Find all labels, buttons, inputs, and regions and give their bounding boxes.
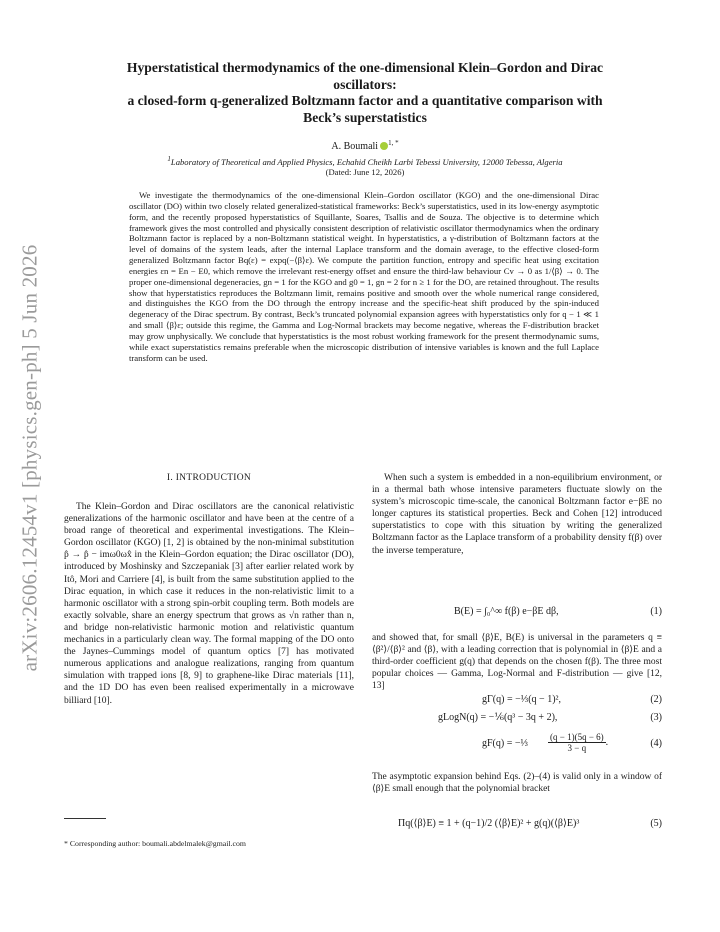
abstract (129, 190, 599, 364)
equation-1-body: B(E) = ∫₀^∞ f(β) e−βE dβ, (454, 606, 559, 617)
title-line-1: Hyperstatistical thermodynamics of the one-dimensional Klein–Gordon and Dirac (126, 60, 604, 75)
equation-3-number: (3) (650, 712, 662, 723)
equation-1-number: (1) (650, 606, 662, 617)
equation-4-denominator: 3 − q (567, 743, 587, 753)
equation-2-number: (2) (650, 694, 662, 705)
dated-line: (Dated: June 12, 2026) (325, 167, 405, 177)
affiliation-text: Laboratory of Theoretical and Applied Physics, Echahid Cheikh Larbi Tebessi University, 12000 Tebessa, Algeria (170, 157, 563, 167)
arxiv-stamp-text: arXiv:2606.12454v1 [physics.gen-ph] 5 Jun 2026 (17, 244, 42, 672)
equation-2 (372, 694, 662, 710)
equation-4 (372, 733, 662, 757)
footnote: * Corresponding author: boumali.abdelmalek@gmail.com (64, 839, 246, 848)
paper-title (75, 60, 655, 126)
footnote-rule (64, 818, 106, 819)
equation-4-number: (4) (650, 738, 662, 749)
intro-right-column (372, 472, 662, 557)
equation-3-body: gLogN(q) = −⅙(q³ − 3q + 2), (438, 712, 558, 723)
equation-1 (372, 604, 662, 622)
intro-left-column (64, 501, 354, 707)
intro-paragraph-4: The asymptotic expansion behind Eqs. (2)–(4) is valid only in a window of ⟨β⟩E small enough that the polynomial bracket (372, 772, 662, 795)
equation-4-lhs: gF(q) = −⅓ (482, 738, 529, 749)
author-line (75, 139, 655, 152)
intro-right-column-tail (372, 771, 662, 795)
intro-paragraph-1: The Klein–Gordon and Dirac oscillators are the canonical relativistic generalizations of the harmonic oscillator and have been at the centre of a broad range of theoretical and experimental investigations. The Klein–Gordon oscillator (KGO) [1, 2] is obtained by the non-minimal substitution p̂ → p̂ − imω0ωx̂ in the Klein–Gordon equation; the Dirac oscillator (DO), introduced by Moshinsky and Szczepaniak [3] after earlier related work by Itô, Mori and Carriere [4], is built from the same substitution applied to the Dirac equation, in which case it reduces in the non-relativistic limit to a harmonic oscillator with a strong spin-orbit coupling term. Both models are exactly solvable, share an energy spectrum that grows as √n rather than n, and bridge non-relativistic harmonic motion and relativistic quantum mechanics in a particularly clean way. The formal mapping of the DO onto the Jaynes–Cummings model of quantum optics [7] has motivated numerous applications and analogue realizations, ranging from quantum simulation with trapped ions [8, 9] to graphene-like Dirac materials [11], and the 1D DO has even been realised experimentally in a microwave billiard [10]. (64, 502, 354, 706)
author-marks: 1, * (388, 139, 399, 147)
equation-5-number: (5) (650, 818, 662, 829)
equation-5-body: Πq(⟨β⟩E) ≡ 1 + (q−1)/2 (⟨β⟩E)² + g(q)(⟨β⟩E)³ (398, 818, 580, 829)
intro-right-column-continued (372, 632, 662, 692)
equation-3 (372, 712, 662, 728)
orcid-icon[interactable] (380, 142, 388, 150)
affiliation-mark: 1 (167, 155, 171, 163)
intro-paragraph-2: When such a system is embedded in a non-equilibrium environment, or in a thermal bath whose intensive parameters fluctuate slowly on the system’s microscopic time-scale, the canonical Boltzmann factor e−βE no longer captures its statistical properties. Beck and Cohen [12] introduced superstatistics to cope with this situation by writing the generalized Boltzmann factor as the Laplace transform of a probability density f(β) over the inverse temperature, (372, 473, 662, 556)
title-line-2: oscillators: (333, 76, 397, 92)
affiliation (75, 155, 655, 167)
equation-4-numerator: (q − 1)(5q − 6) (550, 732, 604, 742)
abstract-text: We investigate the thermodynamics of the one-dimensional Klein–Gordon oscillator (KGO) and the one-dimensional Dirac oscillator (DO) within two closely related generalized-statistical frameworks: Beck’s superstatistics, used in its low-energy asymptotic form, and the recently proposed hyperstatistics of Squillante, Soares, Tsallis and de Souza. The objective is to determine which framework gives the most controlled and physically consistent description of relativistic oscillator thermodynamics when the ordinary Boltzmann factor is replaced by a non-Boltzmann statistical weight. In hyperstatistics, a γ-distribution of Boltzmann factors at the level of domains of the system leads, after the internal Laplace transform and the domain average, to the effective closed-form generalized Boltzmann factor Bq(ε) = expq(−⟨β⟩ε). We compute the partition function, entropy and specific heat using excitation energies εn = En − E0, which remove the irrelevant rest-energy offset and ensure the third-law behaviour Cv → 0 as 1/⟨β⟩ → 0. The proper one-dimensional degeneracies, gn = 1 for the KGO and g0 = 1, gn = 2 for n ≥ 1 for the DO, are retained throughout. The results show that hyperstatistics reproduces the Boltzmann limit, remains positive and smooth over the whole numerical range considered, and distinguishes the KGO from the DO through the entropy increase and the specific-heat shift produced by the spin-induced degeneracy of the Dirac spectrum. By contrast, Beck’s truncated polynomial expansion agrees with hyperstatistics only for q − 1 ≪ 1 and small ⟨β⟩ε; outside this regime, the Gamma and Log-Normal brackets may become negative, whereas the F-distribution bracket may grow unphysically. We conclude that hyperstatistics is the most robust working framework for the present thermodynamic sums, while exact superstatistics remains preferable when the microscopic distribution of intensive variables is known and the full Laplace transform can be used. (129, 190, 599, 363)
section-heading-introduction: I. INTRODUCTION (166, 473, 252, 483)
title-line-3: a closed-form q-generalized Boltzmann factor and a quantitative comparison with (127, 93, 603, 108)
arxiv-identifier-stamp (2, 228, 58, 688)
equation-2-body: gΓ(q) = −⅓(q − 1)², (482, 694, 562, 705)
author-name: A. Boumali (331, 141, 379, 152)
equation-4-fraction: $\frac{(q - 1)(5q - 6)}{3 - q}$ . (550, 732, 609, 753)
intro-paragraph-3: and showed that, for small ⟨β⟩E, B(E) is universal in the parameters q ≡ ⟨β²⟩/⟨β⟩² and ⟨β⟩, with a leading correction that is polynomial in ⟨β⟩E and a third-order coefficient g(q) that depends on the chosen f(β). The three most popular choices — Gamma, Log-Normal and F-distribution — give [12, 13] (372, 633, 662, 692)
title-line-4: Beck’s superstatistics (303, 109, 427, 125)
equation-5 (372, 818, 662, 834)
